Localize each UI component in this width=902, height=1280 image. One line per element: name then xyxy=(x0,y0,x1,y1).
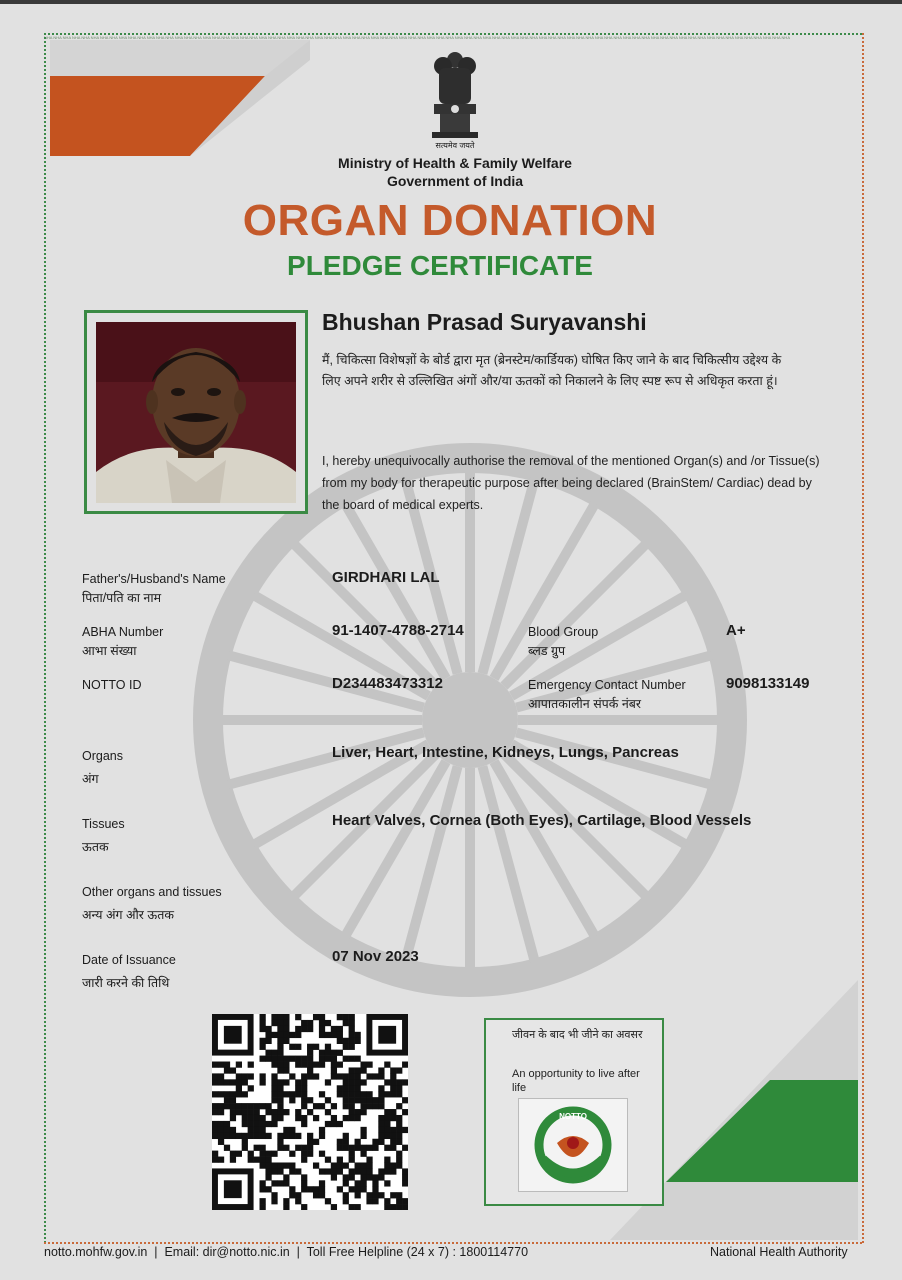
tissues-value: Heart Valves, Cornea (Both Eyes), Cartilage, Blood Vessels xyxy=(332,812,752,829)
blood-label xyxy=(528,623,598,661)
frame-left xyxy=(44,33,50,1243)
national-emblem-icon xyxy=(426,50,484,142)
abha-label-hi: आभा संख्या xyxy=(82,644,137,658)
father-label-hi: पिता/पति का नाम xyxy=(82,591,162,605)
blood-label-hi: ब्लड ग्रुप xyxy=(528,644,566,658)
organs-label xyxy=(82,745,123,791)
issuance-value: 07 Nov 2023 xyxy=(332,948,419,965)
pledge-text-hindi: मैं, चिकित्सा विशेषज्ञों के बोर्ड द्वारा मृत (ब्रेनस्टेम/कार्डियक) घोषित किए जाने के बाद चिकित्सीय उद्देश्य के लिए अपने शरीर से उल्लिखित अंगों और/या ऊतकों को निकालने के लिए स्पष्ट रूप से अधिकृत करता हूं। xyxy=(322,353,782,388)
emergency-label-hi: आपातकालीन संपर्क नंबर xyxy=(528,697,642,711)
tissues-label-en: Tissues xyxy=(82,817,125,831)
emergency-label-en: Emergency Contact Number xyxy=(528,678,686,692)
notto-logo-text: NOTTO xyxy=(559,1112,587,1121)
certificate-subtitle: PLEDGE CERTIFICATE xyxy=(287,250,593,281)
footer-authority: National Health Authority xyxy=(710,1245,848,1259)
pledge-text-english: I, hereby unequivocally authorise the removal of the mentioned Organ(s) and /or Tissue(s) from my body for therapeutic purpose after being declared (BrainStem/ Cardiac) dead by the board of medical experts. xyxy=(322,454,820,512)
organs-label-hi: अंग xyxy=(82,772,99,786)
other-label-hi: अन्य अंग और ऊतक xyxy=(82,908,174,922)
frame-top: NHA NHA NHA NHA NHA NHA NHA NHA NHA NHA NHA NHA NHA NHA NHA NHA NHA NHA NHA NHA NHA NHA NHA NHA NHA NHA NHA NHA NHA NHA NHA NHA NHA NHA NHA NHA NHA NHA NHA NHA NHA NHA NHA NHA NHA NHA NHA NHA NHA NHA NHA NHA NHA NHA NHA NHA NHA NHA NHA NHA NHA NHA NHA NHA NHA NHA NHA NHA NHA NHA NHA NHA NHA NHA NHA NHA NHA NHA NHA NHA xyxy=(44,33,862,41)
organs-label-en: Organs xyxy=(82,749,123,763)
frame-bottom xyxy=(44,1238,862,1244)
abha-label xyxy=(82,623,163,661)
qr-code[interactable] xyxy=(212,1014,408,1210)
notto-logo xyxy=(518,1098,628,1192)
father-label-en: Father's/Husband's Name xyxy=(82,572,226,586)
other-label xyxy=(82,881,222,927)
father-label xyxy=(82,570,226,608)
issuance-label-hi: जारी करने की तिथि xyxy=(82,976,170,990)
tissues-label-hi: ऊतक xyxy=(82,840,109,854)
blood-value: A+ xyxy=(726,622,746,639)
tissues-label xyxy=(82,813,125,859)
tagline-hindi: जीवन के बाद भी जीने का अवसर xyxy=(512,1029,643,1041)
ministry-heading xyxy=(240,154,670,190)
issuance-label xyxy=(82,949,176,995)
footer-contact: notto.mohfw.gov.in | Email: dir@notto.nic.in | Toll Free Helpline (24 x 7) : 1800114770 xyxy=(44,1245,529,1259)
frame-right xyxy=(858,33,864,1243)
blood-label-en: Blood Group xyxy=(528,625,599,639)
other-label-en: Other organs and tissues xyxy=(82,885,222,899)
notto-label: NOTTO ID xyxy=(82,678,142,692)
notto-value: D234483473312 xyxy=(332,675,443,692)
green-ribbon xyxy=(666,1080,858,1182)
tagline-box xyxy=(484,1018,664,1206)
pledger-name: Bhushan Prasad Suryavanshi xyxy=(322,309,647,335)
father-value: GIRDHARI LAL xyxy=(332,569,440,586)
issuance-label-en: Date of Issuance xyxy=(82,953,176,967)
emergency-value: 9098133149 xyxy=(726,675,810,692)
certificate-title: ORGAN DONATION xyxy=(242,196,658,245)
emergency-label xyxy=(528,676,686,714)
pledger-photo xyxy=(96,322,296,503)
photo-frame xyxy=(84,310,308,514)
ministry-line-1: Ministry of Health & Family Welfare xyxy=(338,155,572,171)
abha-label-en: ABHA Number xyxy=(82,625,164,639)
organs-value: Liver, Heart, Intestine, Kidneys, Lungs, Pancreas xyxy=(332,744,679,761)
tagline-english: An opportunity to live after life xyxy=(512,1068,640,1094)
chakra-watermark xyxy=(208,458,732,982)
ministry-line-2: Government of India xyxy=(386,173,524,189)
abha-value: 91-1407-4788-2714 xyxy=(332,622,464,639)
emblem-motto: सत्यमेव जयते xyxy=(435,141,475,150)
